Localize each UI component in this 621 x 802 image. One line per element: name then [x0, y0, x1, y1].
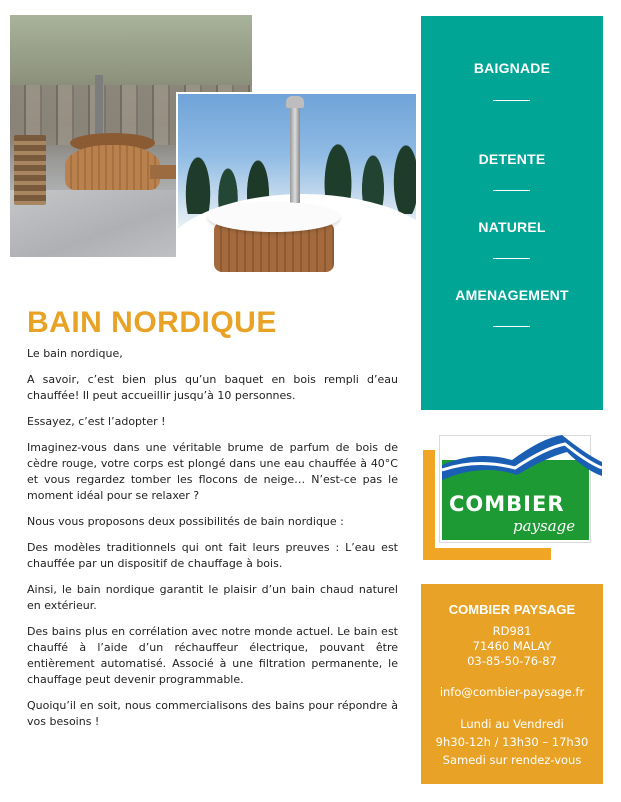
contact-address-line2: 71460 MALAY [472, 639, 552, 653]
combier-paysage-logo [423, 430, 603, 560]
contact-hours-times: 9h30-12h / 13h30 – 17h30 [435, 735, 589, 749]
contact-email-link[interactable]: info@combier-paysage.fr [439, 685, 585, 699]
paragraph: Des modèles traditionnels qui ont fait leurs preuves : L’eau est chauffée par un dispositif de chauffage à bois. [27, 541, 398, 570]
keyword-naturel: NATUREL [478, 219, 546, 235]
paragraph: A savoir, c’est bien plus qu’un baquet en bois rempli d’eau chauffée! Il peut accueillir jusqu’à 10 personnes. [27, 373, 398, 402]
paragraph: Le bain nordique, [27, 347, 123, 360]
page-title: BAIN NORDIQUE [27, 306, 277, 339]
keyword-divider [493, 258, 530, 259]
contact-hours-days: Lundi au Vendredi [460, 717, 564, 731]
keyword-divider [493, 190, 530, 191]
keyword-baignade: BAIGNADE [473, 60, 551, 76]
keywords-panel [421, 16, 603, 410]
paragraph: Ainsi, le bain nordique garantit le plaisir d’un bain chaud naturel en extérieur. [27, 583, 398, 612]
article-body [27, 346, 398, 740]
paragraph: Des bains plus en corrélation avec notre monde actuel. Le bain est chauffé à l’aide d’un réchauffeur électrique, pouvant être entièrement automatisé. Associé à une filtration permanente, le chauffage peut devenir programmable. [27, 625, 398, 686]
paragraph: Essayez, c’est l’adopter ! [27, 415, 166, 428]
keyword-divider [493, 326, 530, 327]
logo-name: COMBIER [449, 492, 565, 516]
logo-subtitle: paysage [513, 517, 576, 535]
logo-swoosh-icon [437, 430, 607, 500]
paragraph: Quoiqu’il en soit, nous commercialisons des bains pour répondre à vos besoins ! [27, 699, 398, 728]
keyword-amenagement: AMENAGEMENT [455, 287, 569, 303]
keyword-detente: DETENTE [478, 151, 546, 167]
contact-hours-saturday: Samedi sur rendez-vous [442, 753, 582, 767]
paragraph: Imaginez-vous dans une véritable brume de parfum de bois de cèdre rouge, votre corps est plongé dans une eau chauffée à 40°C et vous regardez tomber les flocons de neige… N’est-ce pas le moment idéal pour se relaxer ? [27, 441, 398, 502]
contact-company: COMBIER PAYSAGE [448, 602, 576, 617]
contact-address-line1: RD981 [492, 624, 532, 638]
keyword-divider [493, 100, 530, 101]
contact-phone: 03-85-50-76-87 [467, 654, 557, 668]
hot-tub-snow-photo [176, 92, 418, 298]
contact-panel [421, 584, 603, 784]
paragraph: Nous vous proposons deux possibilités de bain nordique : [27, 515, 344, 528]
